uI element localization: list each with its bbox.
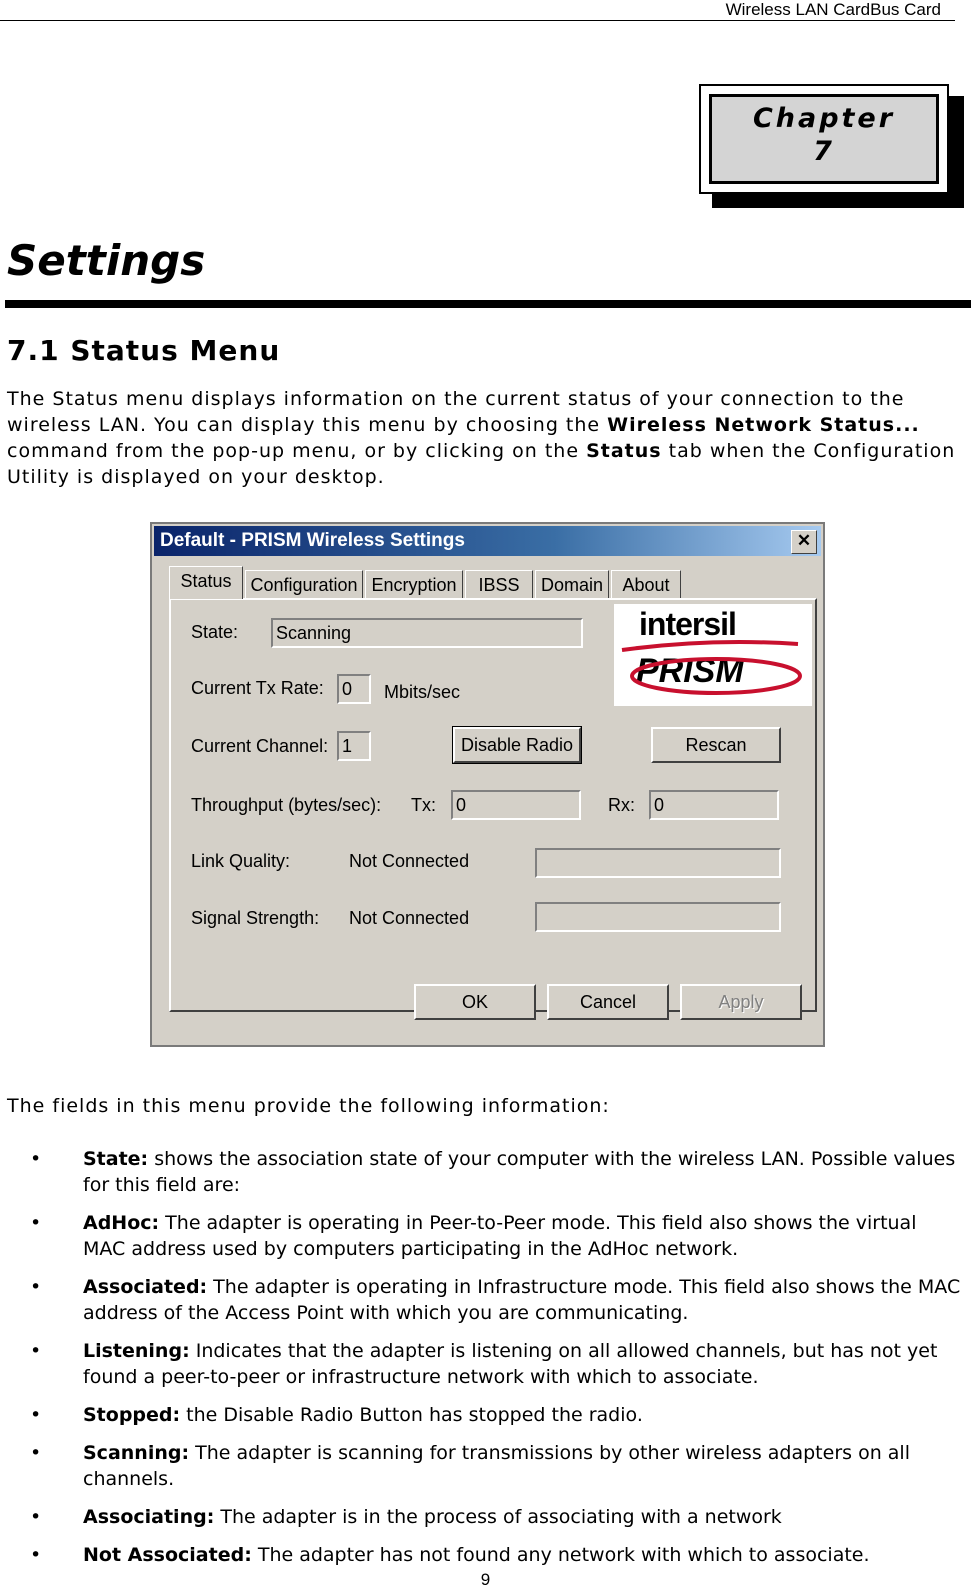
close-button[interactable]: [791, 530, 817, 554]
prism-ring-icon: [628, 654, 804, 698]
title-rule: [5, 300, 971, 308]
rx-label: Rx:: [608, 795, 635, 815]
running-header: Wireless LAN CardBus Card: [725, 0, 941, 19]
list-item-text: the Disable Radio Button has stopped the radio.: [180, 1404, 643, 1426]
tab-domain[interactable]: [535, 570, 609, 598]
section-heading: 7.1 Status Menu: [7, 334, 281, 367]
settings-dialog: [150, 522, 825, 1047]
signal-strength-label: Signal Strength:: [191, 908, 320, 928]
bullet-icon: •: [30, 1212, 42, 1234]
cancel-button[interactable]: [547, 984, 669, 1020]
tx-label: Tx:: [411, 795, 436, 815]
dialog-titlebar: [154, 526, 821, 556]
tab-label: Configuration: [250, 575, 358, 595]
signal-strength-value: Not Connected: [349, 908, 470, 928]
tab-status[interactable]: [169, 566, 243, 599]
cancel-label: Cancel: [579, 992, 637, 1012]
list-item: [0, 1440, 963, 1492]
list-item-text: shows the association state of your computer with the wireless LAN. Possible values for this field are:: [83, 1148, 956, 1196]
list-item-term: Listening:: [83, 1340, 190, 1362]
channel-field: 1: [337, 731, 371, 761]
tx-rate-field: 0: [337, 674, 371, 704]
page-number: 9: [480, 1570, 491, 1589]
list-item-text: The adapter is operating in Peer-to-Peer mode. This field also shows the virtual MAC address used by computers participating in the AdHoc network.: [83, 1212, 917, 1260]
apply-label: Apply: [718, 992, 764, 1012]
channel-label: Current Channel:: [191, 736, 329, 756]
tab-encryption[interactable]: [365, 570, 463, 598]
list-item-term: AdHoc:: [83, 1212, 160, 1234]
list-item-term: Not Associated:: [83, 1544, 252, 1566]
tx-rate-label: Current Tx Rate:: [191, 678, 324, 698]
link-quality-value: Not Connected: [349, 851, 470, 871]
tab-about[interactable]: [611, 570, 681, 598]
disable-radio-button[interactable]: [453, 727, 581, 763]
bullet-icon: •: [30, 1404, 42, 1426]
dialog-title: Default - PRISM Wireless Settings: [160, 530, 465, 551]
list-item-text: The adapter is operating in Infrastructure mode. This field also shows the MAC address of the Access Point with which you are communicating.: [83, 1276, 961, 1324]
tx-rate-unit: Mbits/sec: [384, 682, 461, 702]
chapter-box: [699, 84, 949, 194]
page-title: Settings: [7, 236, 206, 285]
tab-configuration[interactable]: [245, 570, 363, 598]
throughput-label: Throughput (bytes/sec):: [191, 795, 382, 815]
intro-bold-1: Wireless Network Status...: [607, 414, 920, 436]
intersil-logo-text: intersil: [639, 606, 736, 642]
chapter-label: Chapter: [752, 103, 896, 134]
apply-button[interactable]: [680, 984, 802, 1020]
signal-strength-bar: [535, 902, 781, 932]
list-item: [0, 1274, 963, 1326]
tx-field: 0: [451, 790, 581, 820]
rescan-button[interactable]: [651, 727, 781, 763]
intro-text-3: tab when the Configuration Utility is displayed on your desktop.: [7, 440, 956, 488]
fields-intro: The fields in this menu provide the following information:: [7, 1095, 610, 1117]
rx-field: 0: [649, 790, 779, 820]
logo-swoosh-icon: [620, 640, 800, 652]
state-label: State:: [191, 622, 239, 642]
intro-text-1: The Status menu displays information on the current status of your connection to the wireless LAN. You can display this menu by choosing the: [7, 388, 905, 436]
list-item-term: Scanning:: [83, 1442, 190, 1464]
list-item-text: The adapter has not found any network with which to associate.: [251, 1544, 870, 1566]
status-values-list: [0, 1146, 971, 1580]
ok-button[interactable]: [414, 984, 536, 1020]
list-item: [0, 1542, 963, 1568]
link-quality-bar: [535, 848, 781, 878]
prism-logo-text: PRISM: [636, 652, 744, 690]
intro-text-2: command from the pop-up menu, or by clicking on the: [7, 440, 587, 462]
list-item-text: Indicates that the adapter is listening on all allowed channels, but has not yet found a peer-to-peer or infrastructure network with which to associate.: [83, 1340, 938, 1388]
ok-label: OK: [461, 992, 488, 1012]
tab-label: IBSS: [478, 575, 520, 595]
intro-bold-2: Status: [586, 440, 662, 462]
state-field: Scanning: [271, 618, 583, 648]
bullet-icon: •: [30, 1544, 42, 1566]
list-item-term: State:: [83, 1148, 149, 1170]
tab-label: Encryption: [371, 575, 457, 595]
bullet-icon: •: [30, 1506, 42, 1528]
header-rule: [0, 20, 955, 21]
chapter-box-inner: [709, 94, 939, 184]
list-item: [0, 1338, 963, 1390]
bullet-icon: •: [30, 1340, 42, 1362]
list-item: [0, 1504, 963, 1530]
intersil-prism-logo: [614, 604, 812, 706]
list-item: [0, 1210, 963, 1262]
bullet-icon: •: [30, 1148, 42, 1170]
tab-label: Domain: [540, 575, 604, 595]
tab-ibss[interactable]: [465, 570, 533, 598]
bullet-icon: •: [30, 1276, 42, 1298]
rescan-label: Rescan: [685, 735, 747, 755]
list-item-text: The adapter is scanning for transmissions by other wireless adapters on all channels.: [83, 1442, 910, 1490]
list-item-term: Associated:: [83, 1276, 208, 1298]
close-icon: ✕: [796, 531, 812, 550]
bullet-icon: •: [30, 1442, 42, 1464]
chapter-number: 7: [813, 136, 835, 167]
list-item: [0, 1402, 963, 1428]
intro-paragraph: [7, 386, 967, 490]
tab-label: About: [622, 575, 670, 595]
list-item-term: Stopped:: [83, 1404, 181, 1426]
list-item-text: The adapter is in the process of associating with a network: [214, 1506, 782, 1528]
disable-radio-label: Disable Radio: [460, 735, 574, 755]
list-item-term: Associating:: [83, 1506, 215, 1528]
tab-label: Status: [180, 571, 232, 591]
link-quality-label: Link Quality:: [191, 851, 291, 871]
list-item: [0, 1146, 963, 1198]
